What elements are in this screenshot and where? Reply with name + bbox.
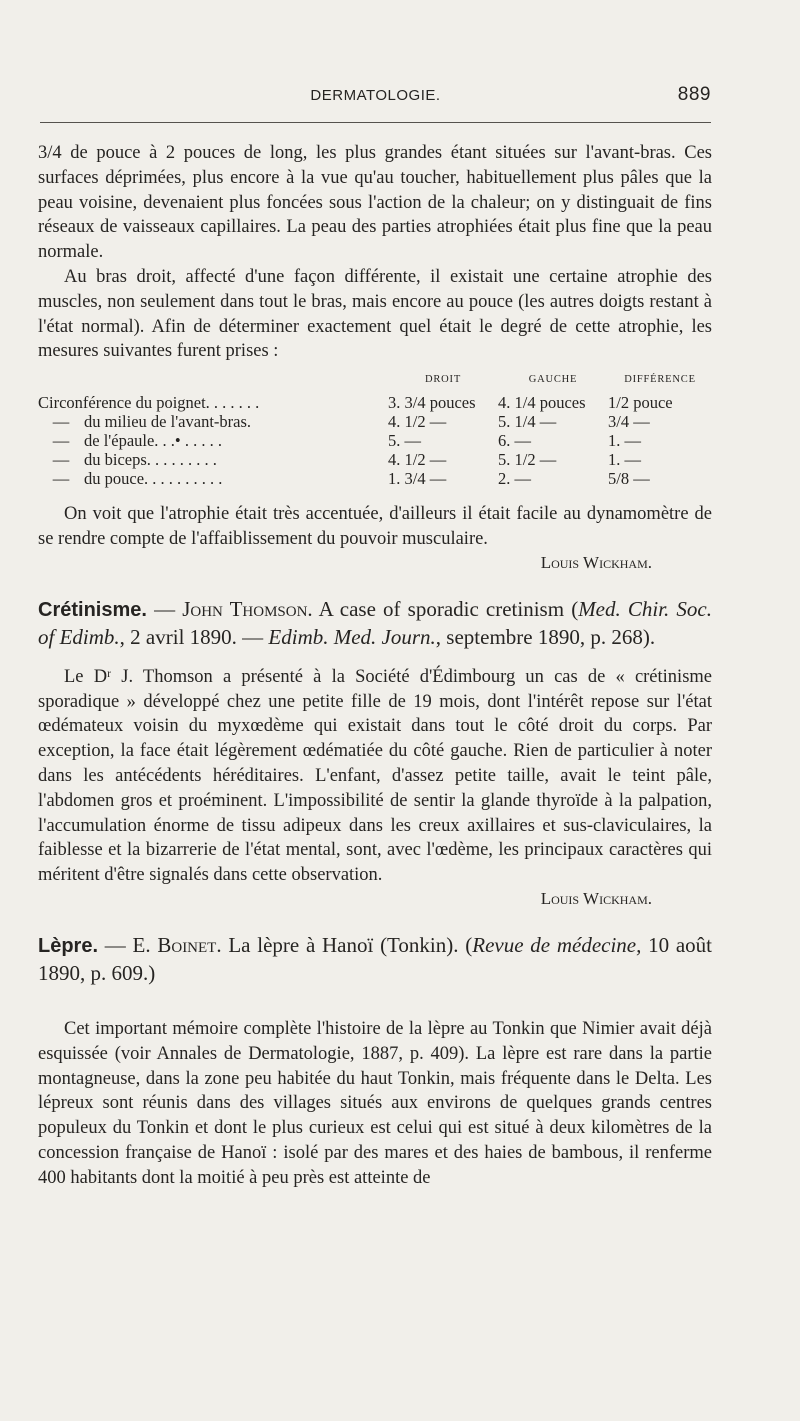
page-body bbox=[38, 141, 712, 1191]
header-difference: DIFFÉRENCE bbox=[624, 374, 696, 386]
cell-difference: 3/4 — bbox=[608, 412, 650, 432]
entry-title: La lèpre à Hanoï (Tonkin). bbox=[228, 932, 459, 957]
entry-heading-cretinisme bbox=[38, 596, 712, 651]
page-number: 889 bbox=[677, 84, 711, 105]
paragraph-4: Le Dʳ J. Thomson a présenté à la Société d'Édimbourg un cas de « crétinisme sporadique » développé chez une petite fille de 19 mois, dont l'intérêt repose sur l'état œdémateux voisin du myxœdème qui existait dans tout le côté droit du corps. Par exception, la face était légèrement œdématiée du côté gauche. Rien de particulier à noter dans les antécédents héréditaires. L'enfant, d'assez petite taille, avait le teint pâle, l'abdomen gros et proéminent. L'impossibilité de sentir la glande thyroïde à la palpation, l'accumulation énorme de tissu adipeux dans les creux axillaires et sus-claviculaires, la faiblesse et la bizarrerie de l'état mental, sont, avec l'œdème, les principaux caractères qui méritent d'être signalés dans cette observation. bbox=[38, 666, 712, 886]
row-label bbox=[38, 469, 388, 488]
table-row bbox=[38, 469, 712, 488]
ref-rest: , septembre 1890, p. 268). bbox=[435, 624, 656, 649]
entry-keyword: Crétinisme. bbox=[38, 598, 147, 621]
row-label-text: du biceps. . . . . . . . . bbox=[84, 450, 217, 470]
ditto-dash: — bbox=[52, 469, 70, 489]
ref-date: , 2 avril 1890. — bbox=[119, 624, 264, 649]
cell-droit: 4. 1/2 — bbox=[388, 450, 447, 470]
row-label bbox=[38, 431, 388, 450]
table-row bbox=[38, 431, 712, 450]
ref-open: ( bbox=[571, 596, 579, 621]
row-label-text: de l'épaule. . .• . . . . . bbox=[84, 431, 222, 451]
header-droit: DROIT bbox=[424, 374, 462, 386]
table-row bbox=[38, 393, 712, 412]
paragraph-3: On voit que l'atrophie était très accentuée, d'ailleurs il était facile au dynamomètre de se rendre compte de l'affaiblissement du pouvoir musculaire. bbox=[38, 504, 712, 549]
cell-difference: 1. — bbox=[608, 431, 641, 451]
running-title: DERMATOLOGIE. bbox=[310, 87, 441, 104]
header-label-cell bbox=[38, 370, 388, 393]
row-label bbox=[38, 450, 388, 469]
entry-keyword: Lèpre. bbox=[38, 934, 99, 957]
signature-1: Louis Wickham. bbox=[540, 552, 652, 572]
ref-open: ( bbox=[465, 932, 473, 957]
paragraph-5: Cet important mémoire complète l'histoire de la lèpre au Tonkin que Nimier avait déjà esquissée (voir Annales de Dermatologie, 1887, p. 409). La lèpre est rare dans la partie montagneuse, dans la zone peu habitée du haut Tonkin, mais fréquente dans le Delta. Les lépreux sont réunis dans des villages situés aux environs de quelques grands centres populeux du Tonkin et dont le plus curieux est celui qui est situé à deux kilomètres de la concession française de Hanoï : isolé par des mares et des haies de bambous, il renferme 400 habitants dont la moitié à peu près est atteinte de bbox=[38, 1018, 712, 1188]
paragraph-2: Au bras droit, affecté d'une façon différente, il existait une certaine atrophie des muscles, non seulement dans tout le bras, mais encore au pouce (les autres doigts restant à l'état normal). Afin de déterminer exactement quel était le degré de cette atrophie, les mesures suivantes furent prises : bbox=[38, 266, 712, 362]
ditto-dash: — bbox=[52, 450, 70, 470]
header-rule bbox=[40, 122, 711, 123]
table-header-row bbox=[38, 370, 712, 393]
cell-droit: 1. 3/4 — bbox=[388, 469, 447, 489]
cell-difference: 5/8 — bbox=[608, 469, 650, 489]
cell-gauche: 2. — bbox=[498, 469, 531, 489]
entry-separator: — bbox=[154, 596, 176, 621]
entry-author: John Thomson. bbox=[182, 596, 313, 621]
row-label bbox=[38, 412, 388, 431]
paragraph-1: 3/4 de pouce à 2 pouces de long, les plus grandes étant situées sur l'avant-bras. Ces surfaces déprimées, plus encore à la vue qu'au toucher, habituellement plus pâles que la peau voisine, devenaient plus foncées sous l'action de la chaleur; on y distinguait de fins réseaux de vaisseaux capillaires. La peau des parties atrophiées était plus fine que la peau normale. bbox=[38, 143, 712, 263]
journal-name: Revue de médecine, bbox=[472, 932, 642, 957]
entry-title: A case of sporadic cretinism bbox=[318, 596, 565, 621]
ditto-dash: — bbox=[52, 431, 70, 451]
measurements-table bbox=[38, 370, 712, 488]
journal-name: Med. Chir. Soc. of Edimb. bbox=[38, 596, 712, 649]
cell-gauche: 5. 1/4 — bbox=[498, 412, 557, 432]
cell-gauche: 6. — bbox=[498, 431, 531, 451]
cell-droit: 3. 3/4 pouces bbox=[388, 393, 476, 413]
entry-separator: — bbox=[104, 932, 126, 957]
journal-name-2: Edimb. Med. Journ. bbox=[268, 624, 436, 649]
cell-gauche: 4. 1/4 pouces bbox=[498, 393, 586, 413]
table-row bbox=[38, 450, 712, 469]
cell-difference: 1/2 pouce bbox=[608, 393, 673, 413]
signature-2: Louis Wickham. bbox=[540, 888, 652, 908]
row-label-text: du pouce. . . . . . . . . . bbox=[84, 469, 223, 489]
running-header bbox=[40, 84, 711, 108]
row-label-text: du milieu de l'avant-bras. bbox=[84, 412, 252, 432]
ditto-dash: — bbox=[52, 412, 70, 432]
cell-droit: 5. — bbox=[388, 431, 421, 451]
cell-gauche: 5. 1/2 — bbox=[498, 450, 557, 470]
entry-heading-lepre bbox=[38, 932, 712, 987]
header-gauche: GAUCHE bbox=[528, 374, 578, 386]
row-label bbox=[38, 393, 388, 412]
table-row bbox=[38, 412, 712, 431]
row-label-text: Circonférence du poignet. . . . . . . bbox=[38, 393, 260, 413]
entry-author: E. Boinet. bbox=[132, 932, 222, 957]
ref-rest: 10 août 1890, p. 609.) bbox=[38, 932, 713, 985]
cell-difference: 1. — bbox=[608, 450, 641, 470]
cell-droit: 4. 1/2 — bbox=[388, 412, 447, 432]
